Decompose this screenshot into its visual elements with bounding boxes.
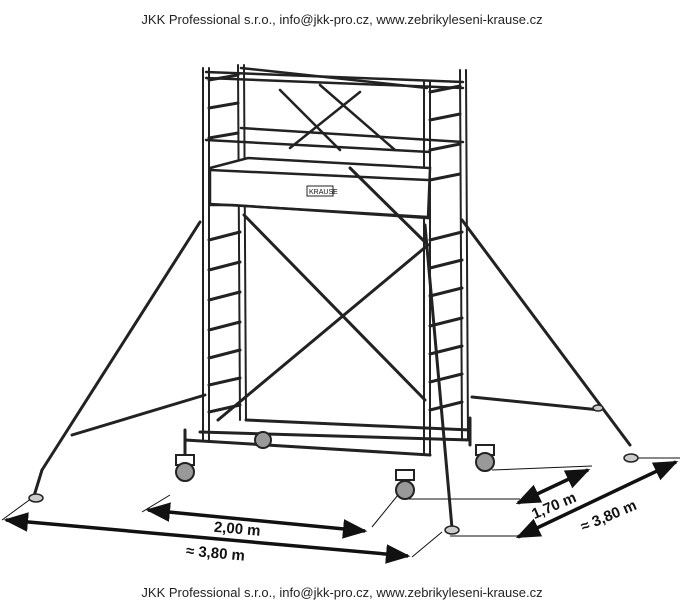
header-caption: JKK Professional s.r.o., info@jkk-pro.cz, www.zebrikyleseni-krause.cz: [141, 12, 543, 27]
footer-caption: JKK Professional s.r.o., info@jkk-pro.cz, www.zebrikyleseni-krause.cz: [141, 585, 543, 600]
foot-left: [29, 494, 43, 502]
platform-length-label: 2,00 m: [213, 518, 262, 540]
foot-right: [624, 454, 638, 462]
side-span-label: ≈ 3,80 m: [578, 496, 640, 536]
outrigger-right: [462, 220, 630, 445]
castor-wheel-back-right: [476, 445, 494, 471]
front-span-label: ≈ 3,80 m: [185, 542, 246, 565]
dimension-arrows: [6, 462, 676, 556]
brand-label: KRAUSE: [309, 189, 338, 196]
right-ladder-rungs: [430, 86, 462, 410]
foot-right-mid: [593, 405, 603, 411]
castor-wheel-front-left: [176, 455, 194, 481]
base-frame: [185, 418, 470, 455]
platform-width-label: 1,70 m: [529, 489, 579, 523]
castor-wheel-front-right: [396, 470, 414, 499]
foot-front: [445, 526, 459, 534]
castor-wheel-back-left: [255, 432, 271, 448]
scaffold-frame: [34, 65, 630, 528]
left-ladder-rungs: [209, 75, 240, 412]
